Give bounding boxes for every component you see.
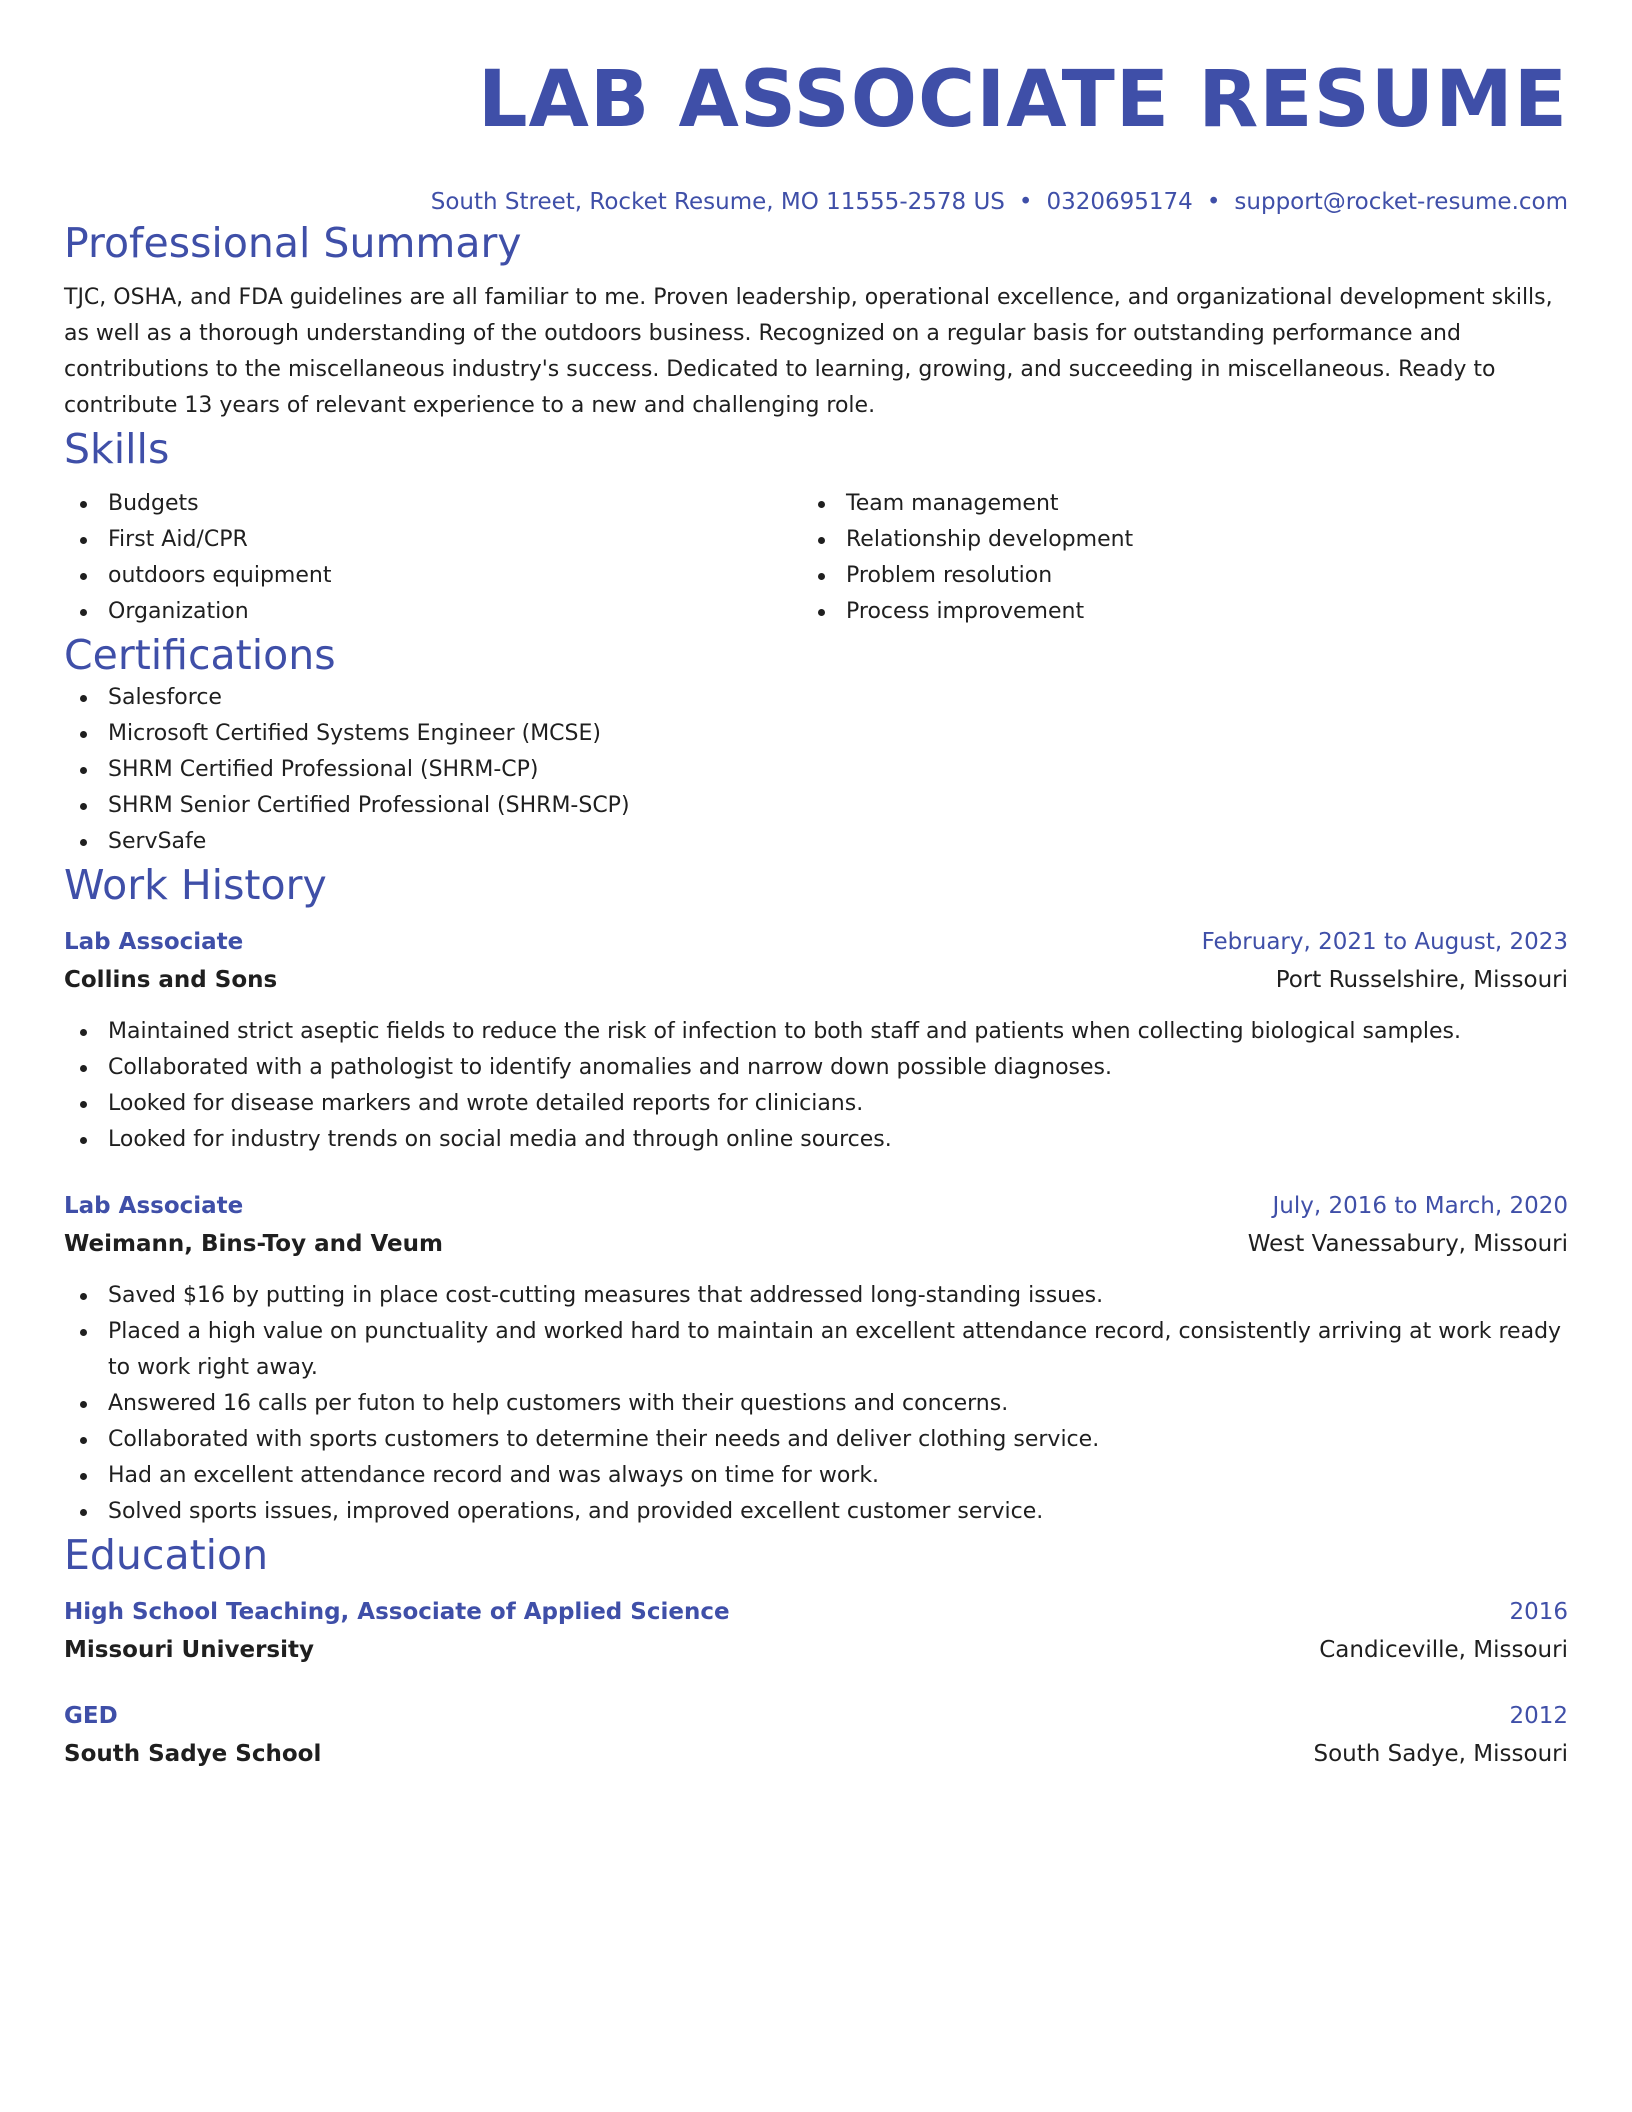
job-duties-list	[64, 1014, 1568, 1158]
job-duty: Placed a high value on punctuality and worked hard to maintain an excellent attendance record, consistently arriving at work ready to work right away.	[64, 1314, 1568, 1386]
job-duty: Collaborated with a pathologist to identify anomalies and narrow down possible diagnoses.	[64, 1050, 1568, 1086]
job-title: Lab Associate	[64, 1193, 244, 1219]
certification-item: Salesforce	[64, 680, 1568, 716]
job-duty: Saved $16 by putting in place cost-cutting measures that addressed long-standing issues.	[64, 1278, 1568, 1314]
section-heading-summary: Professional Summary	[64, 219, 522, 267]
contact-separator: •	[1018, 189, 1033, 215]
certification-item: ServSafe	[64, 824, 1568, 860]
job-dates: February, 2021 to August, 2023	[1201, 929, 1568, 955]
skill-item: Problem resolution	[802, 558, 1540, 594]
resume-title: LAB ASSOCIATE RESUME	[477, 55, 1568, 145]
job-duty: Collaborated with sports customers to determine their needs and deliver clothing service.	[64, 1422, 1568, 1458]
education-entry-header	[64, 1698, 1568, 1734]
job-location: West Vanessabury, Missouri	[1247, 1231, 1568, 1257]
certification-item: SHRM Certified Professional (SHRM-CP)	[64, 752, 1568, 788]
work-entry	[64, 1188, 1568, 1530]
job-location: Port Russelshire, Missouri	[1275, 967, 1568, 993]
education-entry	[64, 1594, 1568, 1670]
school-name: South Sadye School	[64, 1741, 322, 1767]
skill-item: Relationship development	[802, 522, 1540, 558]
job-duty: Looked for industry trends on social media and through online sources.	[64, 1122, 1568, 1158]
skill-item: Budgets	[64, 486, 802, 522]
graduation-year: 2016	[1509, 1599, 1568, 1625]
contact-email: support@rocket-resume.com	[1234, 189, 1568, 215]
section-heading-education: Education	[64, 1531, 269, 1579]
education-entry-subheader	[64, 1734, 1568, 1774]
degree-name: GED	[64, 1703, 118, 1729]
contact-phone: 0320695174	[1046, 189, 1193, 215]
certifications-list	[64, 680, 1568, 860]
certification-item: SHRM Senior Certified Professional (SHRM-SCP)	[64, 788, 1568, 824]
job-duty: Had an excellent attendance record and was always on time for work.	[64, 1458, 1568, 1494]
job-title: Lab Associate	[64, 929, 244, 955]
job-duty: Answered 16 calls per futon to help customers with their questions and concerns.	[64, 1386, 1568, 1422]
job-duties-list	[64, 1278, 1568, 1530]
work-entry-subheader	[64, 1224, 1568, 1264]
work-entry-header	[64, 1188, 1568, 1224]
education-entry-subheader	[64, 1630, 1568, 1670]
job-duty: Maintained strict aseptic fields to reduce the risk of infection to both staff and patients when collecting biological samples.	[64, 1014, 1568, 1050]
education-entry	[64, 1698, 1568, 1774]
job-duty: Solved sports issues, improved operations, and provided excellent customer service.	[64, 1494, 1568, 1530]
work-entry-header	[64, 924, 1568, 960]
school-location: Candiceville, Missouri	[1319, 1637, 1568, 1663]
skills-list-right	[802, 486, 1540, 630]
skill-item: First Aid/CPR	[64, 522, 802, 558]
skill-item: outdoors equipment	[64, 558, 802, 594]
job-company: Collins and Sons	[64, 967, 278, 993]
skill-item: Process improvement	[802, 594, 1540, 630]
certification-item: Microsoft Certified Systems Engineer (MCSE)	[64, 716, 1568, 752]
skills-grid	[64, 486, 1568, 630]
school-name: Missouri University	[64, 1637, 314, 1663]
graduation-year: 2012	[1509, 1703, 1568, 1729]
section-heading-certifications: Certifications	[64, 631, 336, 679]
contact-separator: •	[1206, 189, 1221, 215]
school-location: South Sadye, Missouri	[1313, 1741, 1568, 1767]
job-duty: Looked for disease markers and wrote detailed reports for clinicians.	[64, 1086, 1568, 1122]
work-entry	[64, 924, 1568, 1158]
section-heading-skills: Skills	[64, 425, 170, 473]
skill-item: Team management	[802, 486, 1540, 522]
job-dates: July, 2016 to March, 2020	[1272, 1193, 1568, 1219]
contact-address: South Street, Rocket Resume, MO 11555-2578 US	[430, 189, 1005, 215]
summary-text: TJC, OSHA, and FDA guidelines are all familiar to me. Proven leadership, operational excellence, and organizational development skills, as well as a thorough understanding of the outdoors business. Recognized on a regular basis for outstanding performance and contributions to the miscellaneous industry's success. Dedicated to learning, growing, and succeeding in miscellaneous. Ready to contribute 13 years of relevant experience to a new and challenging role.	[64, 285, 1553, 418]
skill-item: Organization	[64, 594, 802, 630]
education-entry-header	[64, 1594, 1568, 1630]
section-heading-work-history: Work History	[64, 861, 327, 909]
work-entry-subheader	[64, 960, 1568, 1000]
job-company: Weimann, Bins-Toy and Veum	[64, 1231, 443, 1257]
degree-name: High School Teaching, Associate of Applied Science	[64, 1599, 730, 1625]
skills-list-left	[64, 486, 802, 630]
contact-line	[64, 186, 1568, 218]
